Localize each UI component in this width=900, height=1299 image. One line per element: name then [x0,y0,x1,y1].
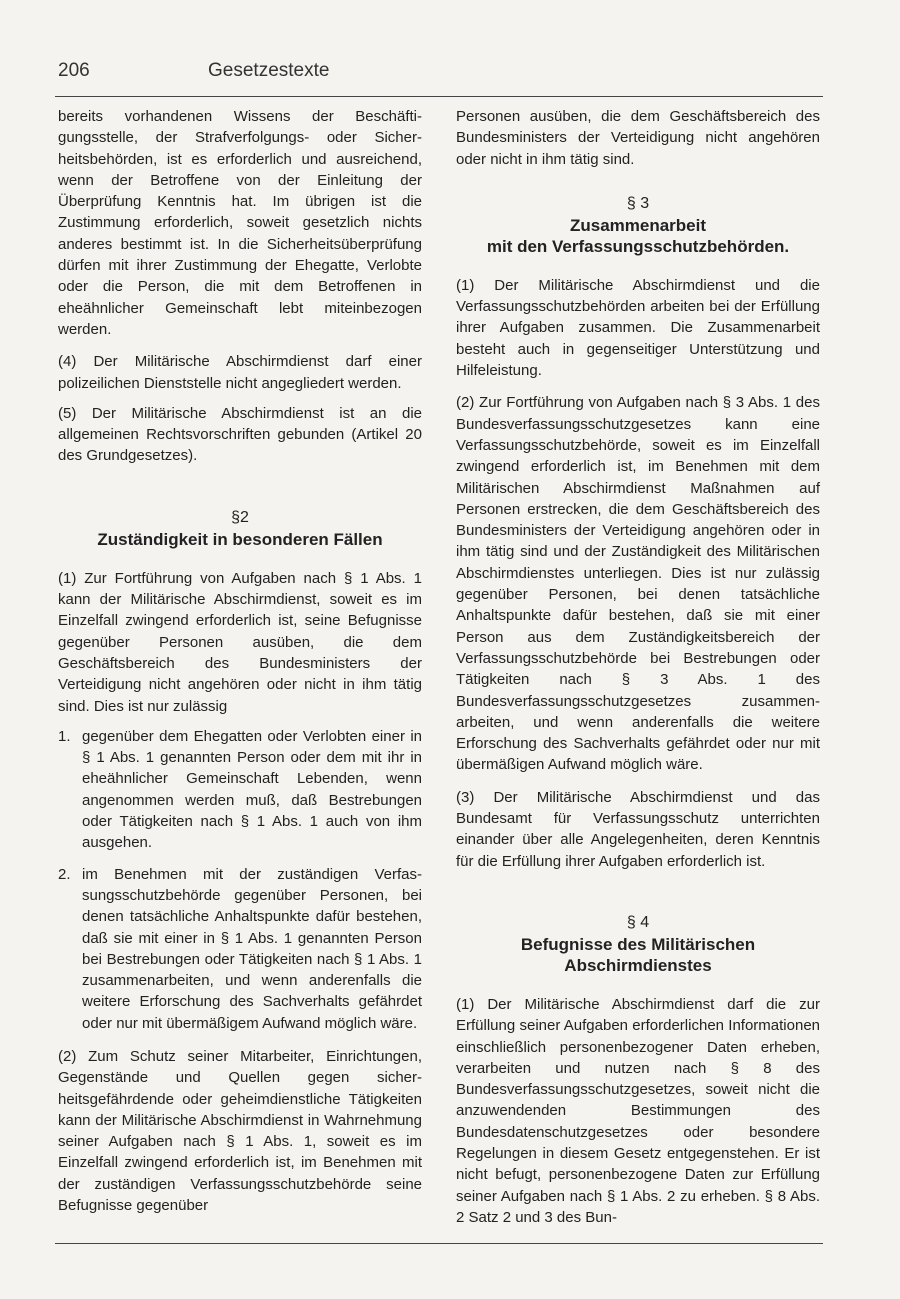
section-title-line: Zusammenarbeit [569,215,707,235]
page-number: 206 [58,60,90,81]
paragraph: (1) Zur Fortführung von Aufgaben nach § 1 Abs. 1 kann der Militärische Abschirmdienst, soweit es im Einzelfall zwingend erforderlich ist, seine Befugnisse gegenüber Personen ausüben, die dem Geschäftsbereich des Bundesministers der Verteidigung nicht angehören oder nicht in ihm tätig sind. Dies ist nur zulässig [58,569,422,715]
list-item [58,726,422,854]
paragraph: (2) Zur Fortführung von Aufgaben nach § 3 Abs. 1 des Bundesverfassungsschutzgesetzes kann eine Verfassungsschutzbehörde, soweit es im Einzelfall zwingend erforderlich ist, im Benehmen mit dem Militärischen Abschirmdienst Maßnahmen auf Personen erstrecken, die dem Geschäftsbereich des Bundesministers der Verteidigung angehören oder in ihm tätig sind und der Zuständigkeit des Militärischen Abschirmdienstes unterliegen. Dies ist nur zulässig gegenüber Personen, bei denen tatsächliche Anhaltspunkte dafür bestehen, daß sie mit einer Person aus dem Zuständigkeitsbereich der Verfassungsschutzbehörde bei Bestrebungen oder Tätigkeiten nach § 3 Abs. 1 des Bundesverfassungsschutzgesetzes zusammenarbeiten, und wenn anderenfalls die weitere Erforschung des Sachverhalts gefährdet oder nur mit übermäßigen Aufwand möglich wäre. [456,394,820,774]
paragraph: (2) Zum Schutz seiner Mitarbeiter, Einrichtungen, Gegenstände und Quellen gegen sicherheitsgefährdende oder geheimdienstliche Tätigkeiten kann der Militärische Abschirmdienst in Wahrnehmung seiner Aufgaben nach § 1 Abs. 1, soweit es im Einzelfall zwingend erforderlich ist, im Benehmen mit der zuständigen Verfassungsschutzbehörde seine Befugnisse gegenüber [58,1047,422,1215]
running-title: Gesetzestexte [208,60,330,81]
paragraph: (4) Der Militärische Abschirmdienst darf einer polizeilichen Dienststelle nicht angegliedert werden. [58,353,422,392]
list-marker: 2. [58,865,71,883]
paragraph: (5) Der Militärische Abschirmdienst ist an die allgemeinen Rechtsvorschriften gebunden (Artikel 20 des Grundgesetzes). [58,404,422,465]
list-item-text: im Benehmen mit der zuständigen Verfassungsschutzbehörde gegenüber Personen, bei denen tatsächliche Anhaltspunkte dafür bestehen, daß sie mit einer in § 1 Abs. 1 genannten Person bei Bestrebungen oder Tätigkeiten nach § 1 Abs. 1 zusammenarbeiten, und wenn anderenfalls die weitere Erforschung des Sachverhalts gefährdet oder nur mit übermäßigem Aufwand möglich wäre. [82,865,422,1032]
section-heading-2 [58,507,422,550]
section-title-line: mit den Verfassungsschutzbehörden. [486,236,790,256]
right-column [456,106,820,1239]
paragraph: Personen ausüben, die dem Geschäftsbereich des Bundesministers der Verteidigung nicht angehören oder nicht in ihm tätig sind. [456,108,820,168]
paragraph: (1) Der Militärische Abschirmdienst darf die zur Erfüllung seiner Aufgaben erforderlichen Informationen einschließlich personenbezogener Daten erheben, verarbeiten und nutzen nach § 8 des Bundesverfassungsschutzgesetzes, soweit nicht die anzuwendenden Bestimmungen des Bundesdatenschutzgesetzes oder besondere Regelungen in diesem Gesetz entgegenstehen. Er ist nicht befugt, personenbezogene Daten zur Erfüllung seiner Aufgaben nach § 1 Abs. 2 zu erheben. § 8 Abs. 2 Satz 2 und 3 des Bun- [456,995,820,1226]
paragraph: (3) Der Militärische Abschirmdienst und das Bundesamt für Verfassungsschutz unterrichten einander über alle Angelegenheiten, deren Kenntnis für die Erfüllung ihrer Aufgaben erforderlich ist. [456,788,820,870]
list-item-text: gegenüber dem Ehegatten oder Verlobten einer in § 1 Abs. 1 genannten Person oder dem mit ihr in eheähnlicher Gemeinschaft Lebenden, wenn angenommen werden muß, daß Bestrebungen oder Tätigkeiten nach § 1 Abs. 1 auch von ihm ausgehen. [82,727,422,852]
header-rule [55,96,823,97]
list-marker: 1. [58,727,71,745]
section-number: § 4 [626,913,650,931]
numbered-list [58,726,422,1034]
paragraph: bereits vorhandenen Wissens der Beschäftigungsstelle, der Strafverfolgungs- oder Sicherheitsbehörden, ist es erforderlich und ausreichend, wenn der Betroffene von der Einleitung der Überprüfung Kenntnis hat. Im übrigen ist die Zustimmung erforderlich, soweit gesetzlich nichts anderes bestimmt ist. In die Sicherheitsüberprüfung dürfen mit ihrer Zustimmung der Ehegatte, Verlobte oder die Person, die mit dem Betroffenen in eheähnlicher Gemeinschaft lebt miteinbezogen werden. [58,108,422,338]
left-column [58,106,422,1227]
section-heading-3 [456,193,820,257]
footer-rule [55,1243,823,1244]
section-number: §2 [231,508,249,526]
section-heading-4 [456,912,820,976]
list-item [58,864,422,1034]
section-title-line: Abschirmdienstes [564,955,712,975]
section-title: Zuständigkeit in besonderen Fällen [97,529,383,549]
section-title-line: Befugnisse des Militärischen [520,934,756,954]
section-number: § 3 [626,194,650,212]
paragraph: (1) Der Militärische Abschirmdienst und die Verfassungsschutzbehörden arbeiten bei der Erfüllung ihrer Aufgaben zusammen. Die Zusammenarbeit besteht auch in gegenseitiger Unterstützung und Hilfeleistung. [456,276,820,380]
